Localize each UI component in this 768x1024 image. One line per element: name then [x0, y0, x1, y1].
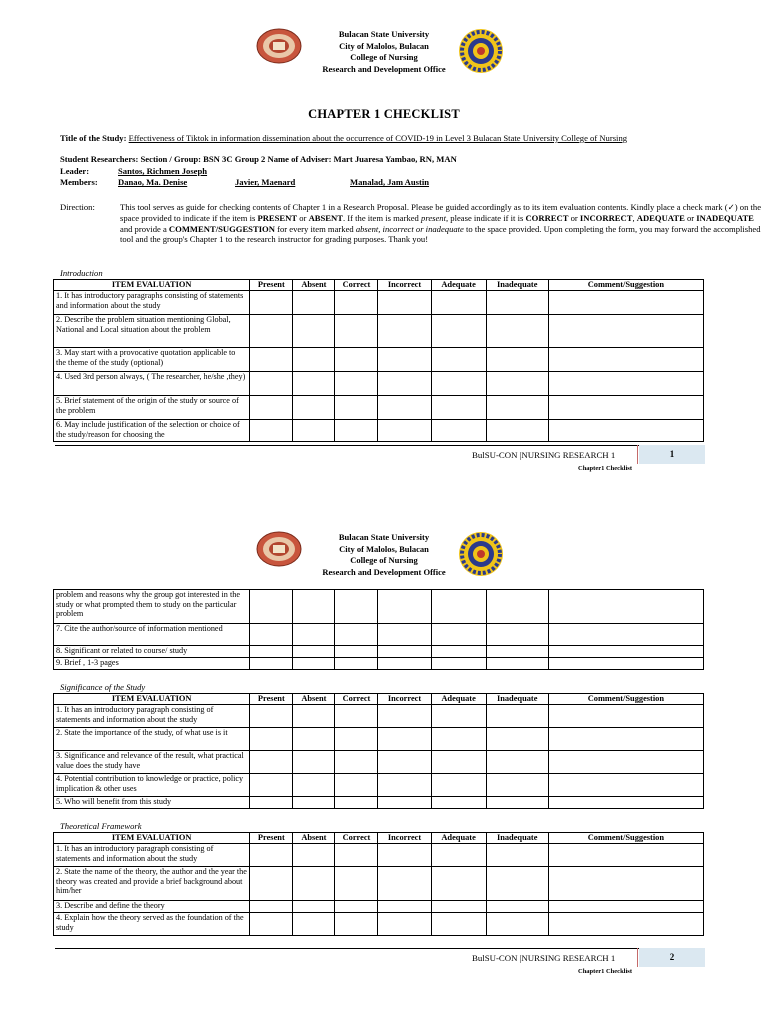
correct-cell[interactable]: [335, 728, 378, 751]
adequate-cell[interactable]: [431, 291, 486, 315]
correct-cell[interactable]: [335, 844, 378, 867]
incorrect-cell[interactable]: [378, 728, 431, 751]
incorrect-cell[interactable]: [378, 797, 431, 809]
table-header-row: [54, 694, 704, 705]
study-title-value: Effectiveness of Tiktok in information dissemination about the occurrence of COVID-19 in Level 3 Bulacan State University College of Nursing: [128, 133, 628, 143]
present-cell[interactable]: [250, 867, 293, 901]
absent-cell[interactable]: [293, 797, 335, 809]
item-text: problem and reasons why the group got interested in the study or what prompted them to study on the particular problem: [54, 590, 250, 624]
comment-cell[interactable]: [548, 590, 703, 624]
correct-cell[interactable]: [335, 774, 378, 797]
present-cell[interactable]: [250, 658, 293, 670]
column-header: Inadequate: [486, 833, 548, 844]
column-header: Adequate: [431, 280, 486, 291]
item-text: 4. Used 3rd person always, ( The researcher, he/she ,they): [54, 372, 250, 396]
members-label: Members:: [60, 177, 98, 187]
column-header: Absent: [293, 280, 335, 291]
adequate-cell[interactable]: [431, 624, 486, 646]
column-header: ITEM EVALUATION: [54, 280, 250, 291]
header-line: Research and Development Office: [322, 63, 446, 74]
table-row: [54, 646, 704, 658]
absent-cell[interactable]: [293, 315, 335, 348]
comment-cell[interactable]: [548, 624, 703, 646]
present-cell[interactable]: [250, 315, 293, 348]
comment-cell[interactable]: [548, 372, 703, 396]
header-line: Bulacan State University: [338, 29, 430, 39]
comment-cell[interactable]: [548, 901, 703, 913]
absent-cell[interactable]: [293, 372, 335, 396]
column-header: Comment/Suggestion: [548, 694, 703, 705]
absent-cell[interactable]: [293, 728, 335, 751]
table-header-row: [54, 833, 704, 844]
inadequate-cell[interactable]: [486, 348, 548, 372]
comment-cell[interactable]: [548, 797, 703, 809]
item-text: 8. Significant or related to course/ study: [54, 646, 250, 658]
correct-cell[interactable]: [335, 658, 378, 670]
footer-subtitle: Chapter1 Checklist: [578, 465, 632, 472]
present-cell[interactable]: [250, 901, 293, 913]
incorrect-cell[interactable]: [378, 901, 431, 913]
item-text: 5. Brief statement of the origin of the study or source of the problem: [54, 396, 250, 420]
table-row: [54, 372, 704, 396]
item-text: 9. Brief , 1-3 pages: [54, 658, 250, 670]
adequate-cell[interactable]: [431, 751, 486, 774]
comment-cell[interactable]: [548, 867, 703, 901]
adequate-cell[interactable]: [431, 774, 486, 797]
present-cell[interactable]: [250, 774, 293, 797]
comment-cell[interactable]: [548, 315, 703, 348]
inadequate-cell[interactable]: [486, 913, 548, 936]
inadequate-cell[interactable]: [486, 291, 548, 315]
present-cell[interactable]: [250, 751, 293, 774]
table-row: [54, 396, 704, 420]
table-row: [54, 774, 704, 797]
section-title-significance: Significance of the Study: [60, 682, 146, 692]
adequate-cell[interactable]: [431, 420, 486, 442]
present-cell[interactable]: [250, 372, 293, 396]
item-text: 3. May start with a provocative quotation applicable to the theme of the study (optional): [54, 348, 250, 372]
table-row: [54, 315, 704, 348]
adviser-label: Name of Adviser:: [267, 154, 332, 164]
institution-header: [0, 29, 768, 75]
present-cell[interactable]: [250, 646, 293, 658]
footer-course: BulSU-CON |NURSING RESEARCH 1: [472, 450, 616, 460]
comment-cell[interactable]: [548, 774, 703, 797]
table-row: [54, 751, 704, 774]
comment-cell[interactable]: [548, 348, 703, 372]
inadequate-cell[interactable]: [486, 315, 548, 348]
item-text: 1. It has an introductory paragraph consisting of statements and information about the study: [54, 705, 250, 728]
absent-cell[interactable]: [293, 396, 335, 420]
correct-cell[interactable]: [335, 348, 378, 372]
significance-table: [53, 693, 704, 809]
column-header: Comment/Suggestion: [548, 280, 703, 291]
correct-cell[interactable]: [335, 624, 378, 646]
incorrect-cell[interactable]: [378, 774, 431, 797]
comment-cell[interactable]: [548, 728, 703, 751]
incorrect-cell[interactable]: [378, 372, 431, 396]
inadequate-cell[interactable]: [486, 797, 548, 809]
incorrect-cell[interactable]: [378, 658, 431, 670]
inadequate-cell[interactable]: [486, 751, 548, 774]
table-row: [54, 348, 704, 372]
member-name: Danao, Ma. Denise: [118, 177, 188, 187]
introduction-table: [53, 279, 704, 442]
header-line: Bulacan State University: [338, 532, 430, 542]
correct-cell[interactable]: [335, 315, 378, 348]
correct-cell[interactable]: [335, 867, 378, 901]
comment-cell[interactable]: [548, 913, 703, 936]
adequate-cell[interactable]: [431, 844, 486, 867]
comment-cell[interactable]: [548, 844, 703, 867]
direction-text: This tool serves as guide for checking contents of Chapter 1 in a Research Proposal. Please be guided accordingly as to its item evaluation contents. Kindly place a check mark (✓) on the space provided to indicate if the item is PRESENT or ABSENT. If the item is marked present, please indicate if it is CORRECT or INCORRECT, ADEQUATE or INADEQUATE and provide a COMMENT/SUGGESTION for every item marked absent, incorrect or inadequate to the space provided. Upon completing the form, you may forward the accomplished tool and the group's Chapter 1 to the research instructor for grading purposes. Thank you!: [120, 202, 762, 245]
column-header: Present: [250, 694, 293, 705]
correct-cell[interactable]: [335, 590, 378, 624]
column-header: Adequate: [431, 694, 486, 705]
present-cell[interactable]: [250, 728, 293, 751]
present-cell[interactable]: [250, 396, 293, 420]
footer-rule: [55, 445, 705, 446]
absent-cell[interactable]: [293, 913, 335, 936]
incorrect-cell[interactable]: [378, 348, 431, 372]
column-header: Comment/Suggestion: [548, 833, 703, 844]
absent-cell[interactable]: [293, 901, 335, 913]
adequate-cell[interactable]: [431, 396, 486, 420]
researchers-line: [60, 154, 710, 165]
table-row: [54, 624, 704, 646]
absent-cell[interactable]: [293, 291, 335, 315]
absent-cell[interactable]: [293, 705, 335, 728]
section-title-theoretical: Theoretical Framework: [60, 821, 142, 831]
table-row: [54, 867, 704, 901]
incorrect-cell[interactable]: [378, 844, 431, 867]
leader-value: Santos, Richmen Joseph: [118, 166, 208, 176]
page-number: 1: [639, 445, 705, 464]
table-row: [54, 797, 704, 809]
incorrect-cell[interactable]: [378, 705, 431, 728]
correct-cell[interactable]: [335, 420, 378, 442]
column-header: Inadequate: [486, 694, 548, 705]
adequate-cell[interactable]: [431, 728, 486, 751]
present-cell[interactable]: [250, 348, 293, 372]
inadequate-cell[interactable]: [486, 728, 548, 751]
correct-cell[interactable]: [335, 396, 378, 420]
footer-subtitle: Chapter1 Checklist: [578, 968, 632, 975]
adviser-value: Mart Juaresa Yambao, RN, MAN: [333, 154, 457, 164]
column-header: Present: [250, 280, 293, 291]
inadequate-cell[interactable]: [486, 844, 548, 867]
section-label: Section / Group:: [140, 154, 202, 164]
correct-cell[interactable]: [335, 751, 378, 774]
section-title-introduction: Introduction: [60, 268, 103, 278]
incorrect-cell[interactable]: [378, 913, 431, 936]
item-text: 5. Who will benefit from this study: [54, 797, 250, 809]
page-title: CHAPTER 1 CHECKLIST: [308, 107, 460, 121]
theoretical-table: [53, 832, 704, 936]
correct-cell[interactable]: [335, 372, 378, 396]
column-header: Absent: [293, 694, 335, 705]
comment-cell[interactable]: [548, 420, 703, 442]
incorrect-cell[interactable]: [378, 646, 431, 658]
section-value: BSN 3C Group 2: [203, 154, 266, 164]
leader-line: [60, 166, 710, 177]
researchers-label: Student Researchers:: [60, 154, 139, 164]
inadequate-cell[interactable]: [486, 624, 548, 646]
study-title: Title of the Study: Effectiveness of Tiktok in information dissemination about the occurrence of COVID-19 in Level 3 Bulacan State University College of Nursing: [60, 133, 628, 143]
incorrect-cell[interactable]: [378, 420, 431, 442]
item-text: 7. Cite the author/source of information mentioned: [54, 624, 250, 646]
item-text: 3. Describe and define the theory: [54, 901, 250, 913]
header-line: City of Malolos, Bulacan: [339, 543, 429, 554]
inadequate-cell[interactable]: [486, 658, 548, 670]
adequate-cell[interactable]: [431, 372, 486, 396]
footer-course: BulSU-CON |NURSING RESEARCH 1: [472, 953, 616, 963]
comment-cell[interactable]: [548, 705, 703, 728]
institution-header: [0, 532, 768, 578]
absent-cell[interactable]: [293, 774, 335, 797]
absent-cell[interactable]: [293, 867, 335, 901]
introduction-continued-table: [53, 589, 704, 670]
adequate-cell[interactable]: [431, 867, 486, 901]
direction-label: Direction:: [60, 202, 95, 212]
present-cell[interactable]: [250, 624, 293, 646]
inadequate-cell[interactable]: [486, 420, 548, 442]
comment-cell[interactable]: [548, 658, 703, 670]
comment-cell[interactable]: [548, 291, 703, 315]
table-row: [54, 590, 704, 624]
page-number: 2: [639, 948, 705, 967]
column-header: ITEM EVALUATION: [54, 694, 250, 705]
table-row: [54, 844, 704, 867]
item-text: 2. Describe the problem situation mentioning Global, National and Local situation about the problem: [54, 315, 250, 348]
member-name: Manalad, Jam Austin: [350, 177, 430, 187]
item-text: 3. Significance and relevance of the result, what practical value does the study have: [54, 751, 250, 774]
correct-cell[interactable]: [335, 646, 378, 658]
header-line: College of Nursing: [350, 555, 418, 565]
table-row: [54, 705, 704, 728]
inadequate-cell[interactable]: [486, 372, 548, 396]
correct-cell[interactable]: [335, 705, 378, 728]
inadequate-cell[interactable]: [486, 901, 548, 913]
column-header: ITEM EVALUATION: [54, 833, 250, 844]
correct-cell[interactable]: [335, 797, 378, 809]
item-text: 2. State the importance of the study, of what use is it: [54, 728, 250, 751]
correct-cell[interactable]: [335, 913, 378, 936]
table-row: [54, 291, 704, 315]
inadequate-cell[interactable]: [486, 590, 548, 624]
column-header: Correct: [335, 694, 378, 705]
header-line: City of Malolos, Bulacan: [339, 40, 429, 51]
study-title-label: Title of the Study: [60, 133, 124, 143]
item-text: 1. It has introductory paragraphs consisting of statements and information about the study: [54, 291, 250, 315]
footer-separator: [637, 948, 638, 967]
absent-cell[interactable]: [293, 658, 335, 670]
adequate-cell[interactable]: [431, 797, 486, 809]
adequate-cell[interactable]: [431, 646, 486, 658]
column-header: Inadequate: [486, 280, 548, 291]
directions: [60, 202, 762, 257]
absent-cell[interactable]: [293, 348, 335, 372]
correct-cell[interactable]: [335, 901, 378, 913]
incorrect-cell[interactable]: [378, 867, 431, 901]
item-text: 6. May include justification of the selection or choice of the study/reason for choosing the: [54, 420, 250, 442]
adequate-cell[interactable]: [431, 315, 486, 348]
present-cell[interactable]: [250, 291, 293, 315]
correct-cell[interactable]: [335, 291, 378, 315]
table-row: [54, 658, 704, 670]
adequate-cell[interactable]: [431, 913, 486, 936]
present-cell[interactable]: [250, 705, 293, 728]
inadequate-cell[interactable]: [486, 646, 548, 658]
column-header: Incorrect: [378, 833, 431, 844]
header-line: College of Nursing: [350, 52, 418, 62]
column-header: Adequate: [431, 833, 486, 844]
table-row: [54, 728, 704, 751]
present-cell[interactable]: [250, 590, 293, 624]
incorrect-cell[interactable]: [378, 396, 431, 420]
leader-label: Leader:: [60, 166, 90, 176]
item-text: 2. State the name of the theory, the author and the year the theory was created and provide a brief background about him/her: [54, 867, 250, 901]
incorrect-cell[interactable]: [378, 751, 431, 774]
column-header: Correct: [335, 280, 378, 291]
absent-cell[interactable]: [293, 624, 335, 646]
adequate-cell[interactable]: [431, 348, 486, 372]
incorrect-cell[interactable]: [378, 315, 431, 348]
absent-cell[interactable]: [293, 646, 335, 658]
present-cell[interactable]: [250, 797, 293, 809]
absent-cell[interactable]: [293, 751, 335, 774]
inadequate-cell[interactable]: [486, 705, 548, 728]
column-header: Absent: [293, 833, 335, 844]
item-text: 4. Potential contribution to knowledge or practice, policy implication & other uses: [54, 774, 250, 797]
comment-cell[interactable]: [548, 396, 703, 420]
incorrect-cell[interactable]: [378, 624, 431, 646]
column-header: Correct: [335, 833, 378, 844]
inadequate-cell[interactable]: [486, 867, 548, 901]
comment-cell[interactable]: [548, 646, 703, 658]
item-text: 1. It has an introductory paragraph consisting of statements and information about the study: [54, 844, 250, 867]
absent-cell[interactable]: [293, 590, 335, 624]
footer-rule: [55, 948, 705, 949]
adequate-cell[interactable]: [431, 901, 486, 913]
absent-cell[interactable]: [293, 420, 335, 442]
inadequate-cell[interactable]: [486, 774, 548, 797]
table-row: [54, 420, 704, 442]
adequate-cell[interactable]: [431, 658, 486, 670]
header-line: Research and Development Office: [322, 566, 446, 577]
item-text: 4. Explain how the theory served as the foundation of the study: [54, 913, 250, 936]
column-header: Incorrect: [378, 280, 431, 291]
present-cell[interactable]: [250, 844, 293, 867]
column-header: Incorrect: [378, 694, 431, 705]
present-cell[interactable]: [250, 913, 293, 936]
table-header-row: [54, 280, 704, 291]
table-row: [54, 901, 704, 913]
table-row: [54, 913, 704, 936]
member-name: Javier, Maenard: [235, 177, 296, 187]
comment-cell[interactable]: [548, 751, 703, 774]
members-line: [60, 177, 710, 188]
adequate-cell[interactable]: [431, 590, 486, 624]
inadequate-cell[interactable]: [486, 396, 548, 420]
column-header: Present: [250, 833, 293, 844]
incorrect-cell[interactable]: [378, 590, 431, 624]
present-cell[interactable]: [250, 420, 293, 442]
footer-separator: [637, 445, 638, 464]
adequate-cell[interactable]: [431, 705, 486, 728]
absent-cell[interactable]: [293, 844, 335, 867]
incorrect-cell[interactable]: [378, 291, 431, 315]
